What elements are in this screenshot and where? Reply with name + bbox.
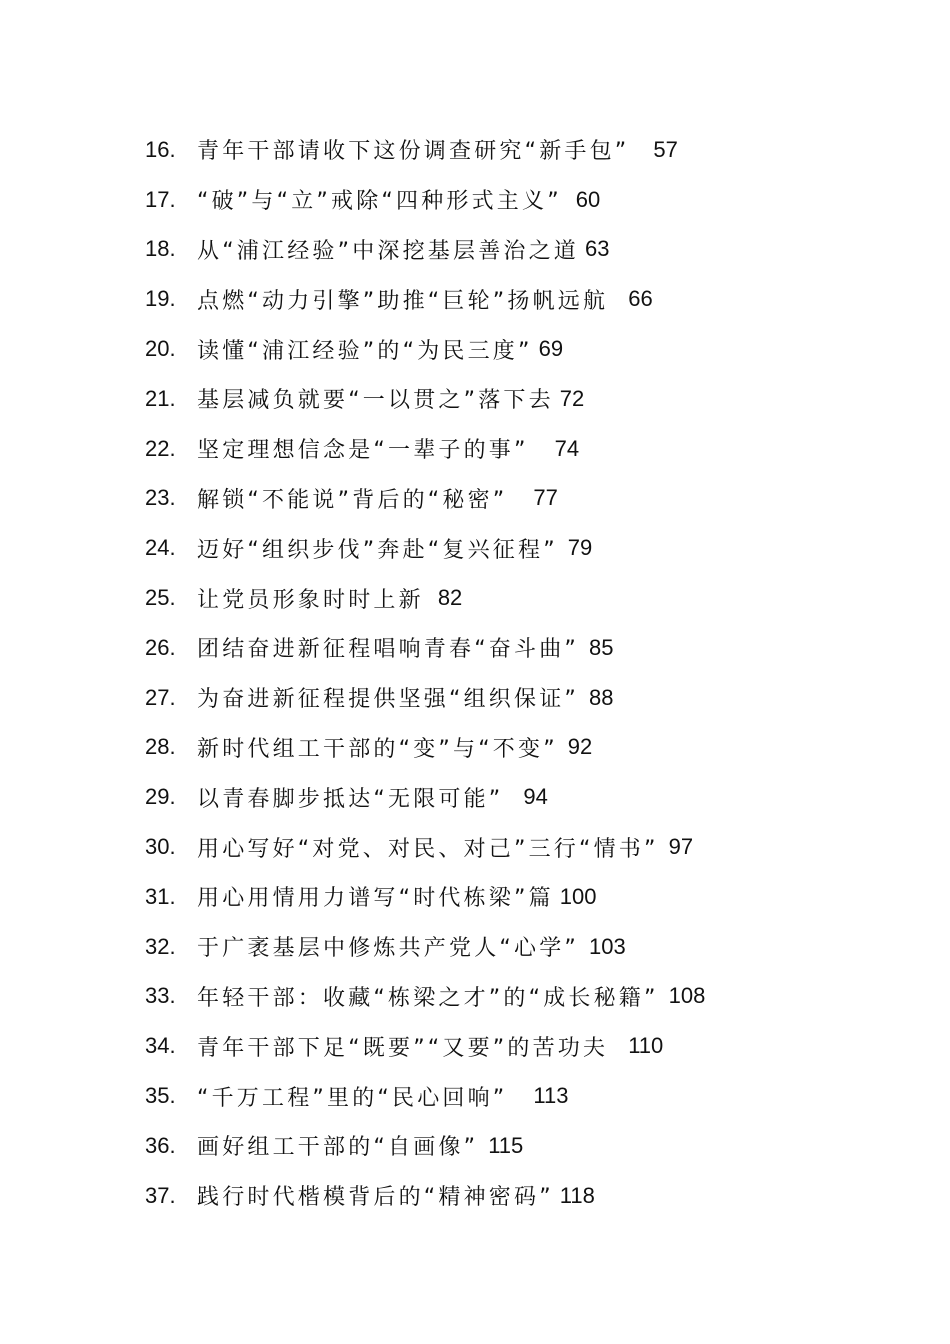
toc-entry[interactable]: [145, 324, 865, 374]
toc-entry-title: 青年干部请收下这份调查研究“新手包”: [197, 139, 630, 165]
toc-entry[interactable]: [145, 424, 865, 474]
toc-entry-page: 108: [668, 983, 706, 1009]
toc-entry-number: 29.: [145, 784, 176, 810]
table-of-contents: [145, 125, 865, 1221]
toc-entry[interactable]: [145, 972, 865, 1022]
toc-entry-title: 践行时代楷模背后的“精神密码”: [197, 1185, 554, 1211]
toc-entry-title: 点燃“动力引擎”助推“巨轮”扬帆远航: [197, 288, 609, 314]
toc-entry-title: 团结奋进新征程唱响青春“奋斗曲”: [197, 637, 579, 663]
toc-entry[interactable]: [145, 175, 865, 225]
toc-entry-title: “破”与“立”戒除“四种形式主义”: [197, 189, 562, 215]
toc-entry-page: 72: [559, 385, 585, 411]
toc-entry[interactable]: [145, 1121, 865, 1171]
toc-entry-title: 新时代组工干部的“变”与“不变”: [197, 736, 558, 762]
toc-entry-page: 82: [437, 585, 463, 611]
toc-entry-number: 20.: [145, 336, 176, 362]
toc-entry-number: 19.: [145, 286, 176, 312]
toc-entry[interactable]: [145, 573, 865, 623]
toc-entry-title: 基层减负就要“一以贯之”落下去: [197, 388, 554, 414]
toc-entry-title: 青年干部下足“既要”“又要”的苦功夫: [197, 1035, 609, 1061]
toc-entry[interactable]: [145, 1021, 865, 1071]
toc-entry[interactable]: [145, 772, 865, 822]
toc-entry-number: 30.: [145, 834, 176, 860]
toc-entry-page: 74: [554, 435, 580, 461]
toc-entry-page: 115: [488, 1132, 524, 1158]
toc-entry-number: 18.: [145, 236, 176, 262]
toc-entry-number: 16.: [145, 136, 176, 162]
toc-entry[interactable]: [145, 822, 865, 872]
toc-entry[interactable]: [145, 523, 865, 573]
toc-entry[interactable]: [145, 225, 865, 275]
toc-entry-page: 77: [533, 485, 558, 511]
toc-entry-number: 24.: [145, 535, 176, 561]
toc-entry[interactable]: [145, 623, 865, 673]
toc-entry-page: 88: [589, 684, 614, 710]
toc-entry[interactable]: [145, 1071, 865, 1121]
toc-entry[interactable]: [145, 274, 865, 324]
toc-entry-page: 94: [523, 784, 548, 810]
toc-entry-page: 92: [567, 734, 593, 760]
toc-entry-title: 坚定理想信念是“一辈子的事”: [197, 438, 529, 464]
toc-entry[interactable]: [145, 125, 865, 175]
toc-entry-number: 33.: [145, 983, 176, 1009]
toc-entry-number: 34.: [145, 1033, 176, 1059]
toc-entry-title: 于广袤基层中修炼共产党人“心学”: [197, 936, 579, 962]
toc-entry-title: “千万工程”里的“民心回响”: [197, 1085, 508, 1111]
toc-entry-number: 23.: [145, 485, 176, 511]
toc-entry-number: 27.: [145, 684, 176, 710]
toc-entry-page: 69: [538, 336, 564, 362]
toc-entry-number: 22.: [145, 435, 176, 461]
toc-entry-title: 解锁“不能说”背后的“秘密”: [197, 487, 508, 513]
toc-entry-number: 26.: [145, 634, 176, 660]
toc-entry-title: 以青春脚步抵达“无限可能”: [197, 786, 504, 812]
toc-entry-page: 66: [628, 286, 653, 312]
toc-entry-page: 79: [567, 535, 593, 561]
toc-entry-number: 36.: [145, 1132, 176, 1158]
toc-entry[interactable]: [145, 474, 865, 524]
toc-entry[interactable]: [145, 922, 865, 972]
toc-entry-page: 60: [575, 186, 601, 212]
toc-entry[interactable]: [145, 673, 865, 723]
toc-entry-title: 画好组工干部的“自画像”: [197, 1135, 479, 1161]
toc-entry-page: 85: [589, 634, 614, 660]
toc-entry-title: 迈好“组织步伐”奔赴“复兴征程”: [197, 537, 558, 563]
toc-entry-title: 让党员形象时时上新: [197, 587, 424, 613]
toc-entry[interactable]: [145, 1171, 865, 1221]
toc-entry-page: 57: [653, 136, 678, 162]
toc-entry-number: 37.: [145, 1182, 176, 1208]
toc-entry-title: 用心写好“对党、对民、对己”三行“情书”: [197, 836, 659, 862]
toc-entry-title: 为奋进新征程提供坚强“组织保证”: [197, 687, 579, 713]
toc-entry-page: 103: [589, 933, 626, 959]
toc-entry-title: 年轻干部：收藏“栋梁之才”的“成长秘籍”: [197, 985, 659, 1011]
toc-entry-page: 118: [559, 1182, 595, 1208]
toc-entry[interactable]: [145, 872, 865, 922]
toc-entry-page: 100: [559, 883, 597, 909]
toc-entry[interactable]: [145, 723, 865, 773]
toc-entry-number: 32.: [145, 933, 176, 959]
toc-entry-page: 63: [585, 236, 610, 262]
toc-entry[interactable]: [145, 374, 865, 424]
toc-entry-number: 21.: [145, 385, 176, 411]
toc-entry-page: 97: [668, 834, 694, 860]
toc-entry-page: 110: [628, 1033, 664, 1059]
toc-entry-page: 113: [533, 1083, 569, 1109]
toc-entry-title: 读懂“浦江经验”的“为民三度”: [197, 338, 533, 364]
toc-entry-number: 25.: [145, 585, 176, 611]
toc-entry-number: 28.: [145, 734, 176, 760]
toc-entry-title: 从“浦江经验”中深挖基层善治之道: [197, 238, 579, 264]
toc-entry-number: 31.: [145, 883, 176, 909]
toc-entry-number: 35.: [145, 1083, 176, 1109]
toc-entry-number: 17.: [145, 186, 176, 212]
toc-entry-title: 用心用情用力谱写“时代栋梁”篇: [197, 886, 554, 912]
